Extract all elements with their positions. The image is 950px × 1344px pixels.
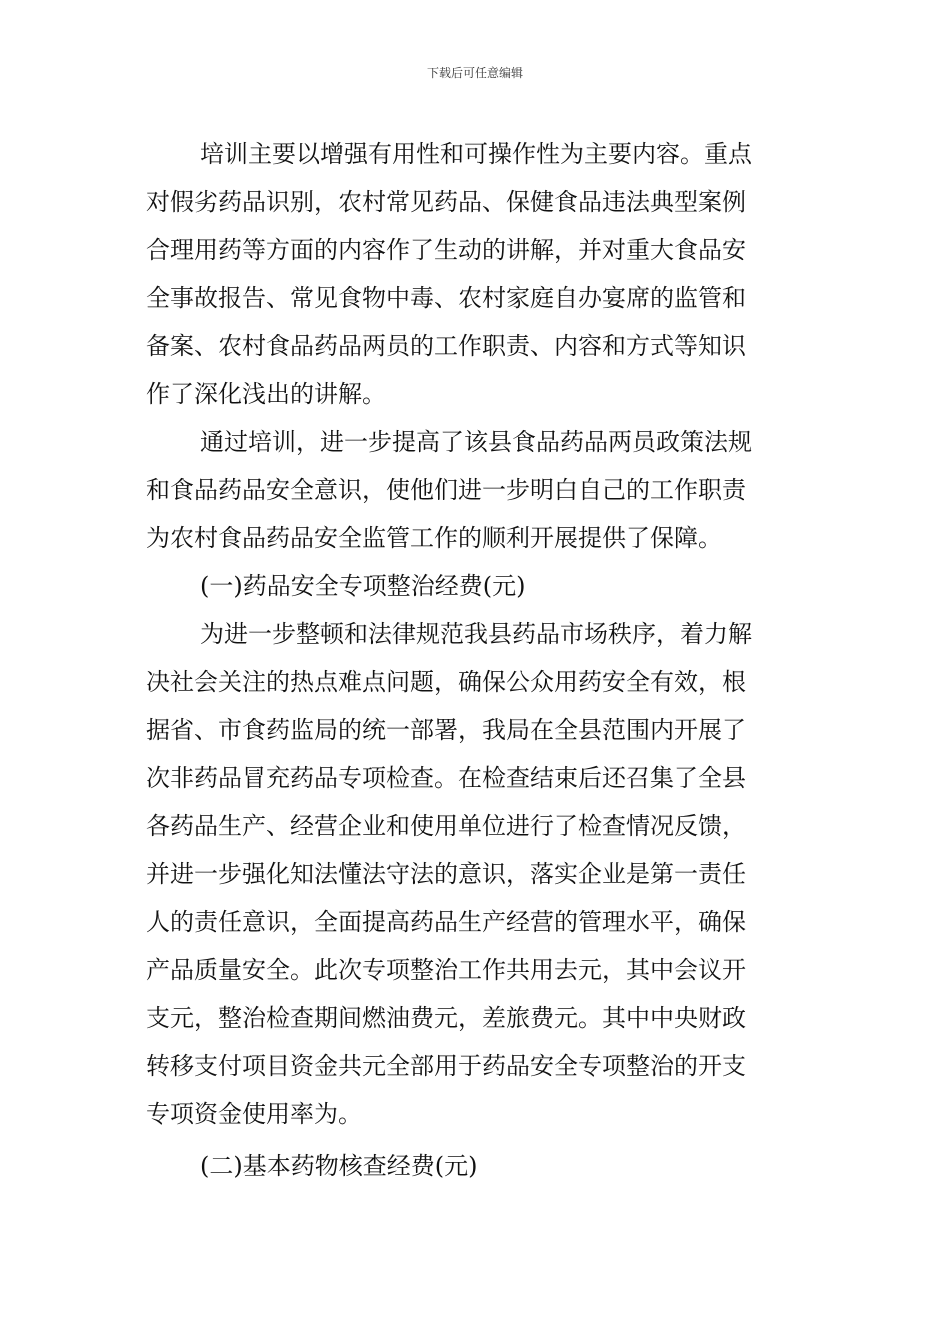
text-line: 决社会关注的热点难点问题，确保公众用药安全有效，根 [146, 668, 746, 696]
text-line: 专项资金使用率为。 [146, 1100, 362, 1128]
text-line: 和食品药品安全意识，使他们进一步明白自己的工作职责 [146, 476, 746, 504]
text-line: 合理用药等方面的内容作了生动的讲解，并对重大食品安 [146, 236, 746, 264]
paragraph-training-content [146, 130, 810, 418]
page-header-watermark: 下载后可任意编辑 [426, 66, 523, 80]
text-line: 对假劣药品识别，农村常见药品、保健食品违法典型案例 [146, 188, 746, 216]
text-line: 次非药品冒充药品专项检查。在检查结束后还召集了全县 [146, 764, 746, 792]
paragraph-training-result [146, 418, 810, 562]
section-heading-text: (一)药品安全专项整治经费(元) [200, 572, 526, 600]
section-heading-1 [146, 562, 810, 610]
section-heading-text: (二)基本药物核查经费(元) [200, 1152, 478, 1180]
text-line: 产品质量安全。此次专项整治工作共用去元，其中会议开 [146, 956, 746, 984]
text-line: 备案、农村食品药品两员的工作职责、内容和方式等知识 [146, 332, 746, 360]
text-line: 据省、市食药监局的统一部署，我局在全县范围内开展了 [146, 716, 746, 744]
text-line: 支元，整治检查期间燃油费元，差旅费元。其中中央财政 [146, 1004, 746, 1032]
text-line: 培训主要以增强有用性和可操作性为主要内容。重点 [200, 140, 752, 168]
text-line: 作了深化浅出的讲解。 [146, 380, 386, 408]
text-line: 人的责任意识，全面提高药品生产经营的管理水平，确保 [146, 908, 746, 936]
text-line: 各药品生产、经营企业和使用单位进行了检查情况反馈， [146, 812, 746, 840]
text-line: 全事故报告、常见食物中毒、农村家庭自办宴席的监管和 [146, 284, 746, 312]
paragraph-drug-rectification [146, 610, 810, 1138]
text-line: 为农村食品药品安全监管工作的顺利开展提供了保障。 [146, 524, 722, 552]
text-line: 转移支付项目资金共元全部用于药品安全专项整治的开支 [146, 1052, 746, 1080]
text-line: 并进一步强化知法懂法守法的意识，落实企业是第一责任 [146, 860, 746, 888]
section-heading-2 [146, 1142, 810, 1190]
document-body [146, 130, 810, 1190]
text-line: 为进一步整顿和法律规范我县药品市场秩序，着力解 [200, 620, 752, 648]
text-line: 通过培训，进一步提高了该县食品药品两员政策法规 [200, 428, 752, 456]
